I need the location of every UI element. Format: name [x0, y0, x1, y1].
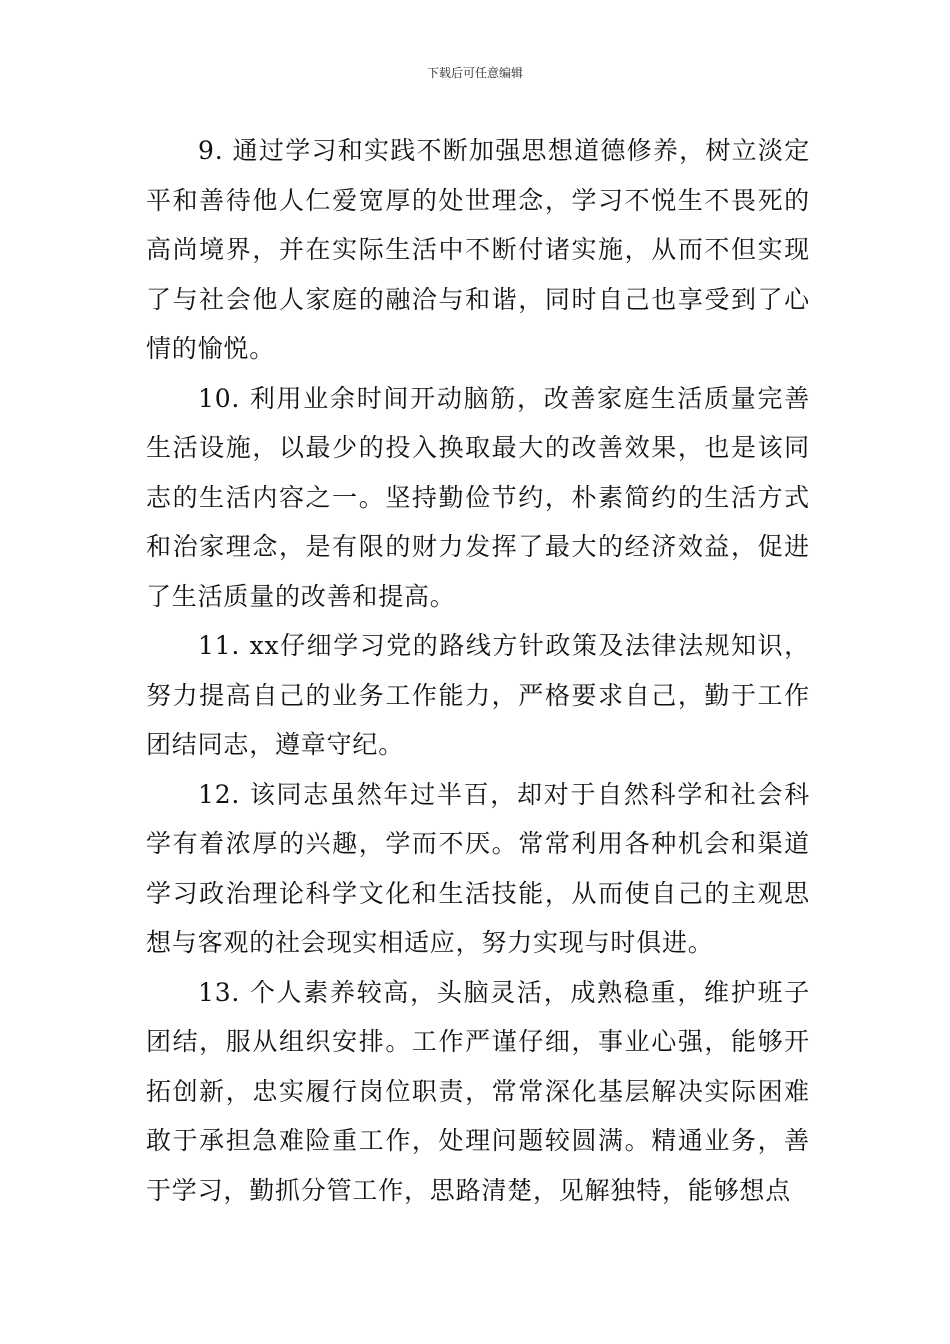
page-header-note: 下载后可任意编辑	[426, 66, 523, 80]
document-body	[146, 126, 810, 1215]
paragraph-11: 11. xx仔细学习党的路线方针政策及法律法规知识，努力提高自己的业务工作能力，严格要求自己，勤于工作团结同志，遵章守纪。	[146, 631, 810, 759]
paragraph-10: 10. 利用业余时间开动脑筋，改善家庭生活质量完善生活设施，以最少的投入换取最大的改善效果，也是该同志的生活内容之一。坚持勤俭节约，朴素简约的生活方式和治家理念，是有限的财力发挥了最大的经济效益，促进了生活质量的改善和提高。	[146, 383, 810, 611]
paragraph-12: 12. 该同志虽然年过半百，却对于自然科学和社会科学有着浓厚的兴趣，学而不厌。常常利用各种机会和渠道学习政治理论科学文化和生活技能，从而使自己的主观思想与客观的社会现实相适应，努力实现与时俱进。	[146, 779, 810, 957]
paragraph-9: 9. 通过学习和实践不断加强思想道德修养，树立淡定平和善待他人仁爱宽厚的处世理念，学习不悦生不畏死的高尚境界，并在实际生活中不断付诸实施，从而不但实现了与社会他人家庭的融洽与和谐，同时自己也享受到了心情的愉悦。	[146, 136, 810, 363]
paragraph-13: 13. 个人素养较高，头脑灵活，成熟稳重，维护班子团结，服从组织安排。工作严谨仔细，事业心强，能够开拓创新，忠实履行岗位职责，常常深化基层解决实际困难敢于承担急难险重工作，处理问题较圆满。精通业务，善于学习，勤抓分管工作，思路清楚，见解独特，能够想点	[146, 977, 810, 1205]
